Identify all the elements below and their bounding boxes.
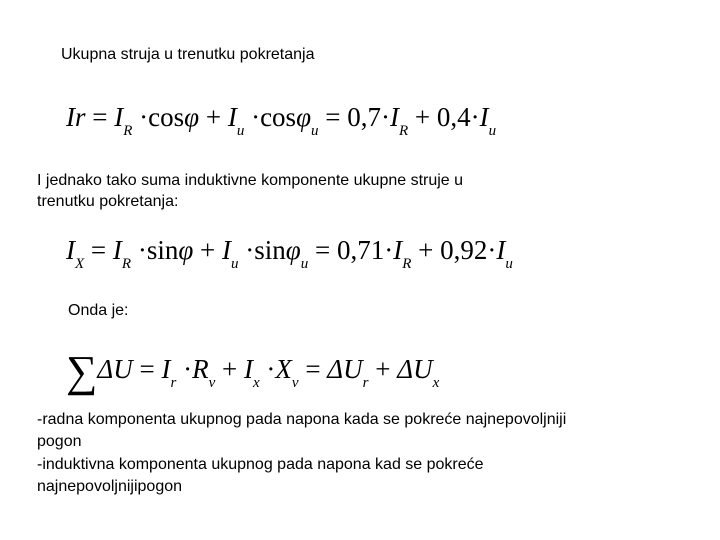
heading-starting-current: Ukupna struja u trenutku pokretanja [61,46,315,63]
eq1-equals2: = [325,102,341,132]
eq2-coef1: 0,71 [336,235,385,265]
eq2-equals2: = [314,235,331,265]
eq1-dot1: · [139,102,149,132]
eq3-sigma: ∑ [66,347,98,396]
eq1-cos2: cos [260,102,297,132]
eq2-term3-sub: R [402,256,412,272]
eq2-sin1: sin [146,235,179,265]
eq2-term2-sub: u [231,256,239,272]
eq2-sin2: sin [254,235,286,265]
eq1-phi2: φ [296,102,312,132]
eq3-delta-u: ΔU [97,354,133,384]
eq2-term1-sub: R [121,256,132,272]
eq1-phi2-sub: u [311,123,319,139]
eq2-term4-sub: u [505,256,513,272]
eq1-dot2: · [251,102,261,132]
eq2-dot2: · [245,235,255,265]
eq3-term4-sub: v [291,375,299,391]
eq1-dot4: · [470,102,480,132]
eq2-phi2-sub: u [300,256,309,272]
eq1-term2: I [227,102,237,132]
eq3-term5-sub: r [362,375,369,391]
eq1-term1: I [114,102,124,132]
eq3-plus1: + [221,354,238,384]
eq1-term2-sub: u [236,123,245,139]
eq3-term6-sub: x [432,375,440,391]
eq1-term4: I [479,102,489,132]
explanation-line4: najnepovoljnijipogon [37,478,183,495]
eq3-term1-sub: r [170,375,177,391]
eq3-term2-sub: v [208,375,216,391]
eq1-plus1: + [205,102,222,132]
eq2-term3: I [393,235,403,265]
eq3-equals2: = [305,354,321,384]
eq2-lhs-sub: X [75,256,85,272]
eq1-phi1: φ [184,102,200,132]
explanation-line1: -radna komponenta ukupnog pada napona kada se pokreće najnepovoljniji [37,411,567,428]
eq1-equals: = [92,102,108,132]
eq2-lhs: I [66,235,75,265]
eq2-term1: I [112,235,122,265]
eq2-term4: I [496,235,506,265]
eq3-equals: = [139,354,155,384]
eq2-phi1: φ [178,235,194,265]
eq3-term3: I [243,354,253,384]
eq1-term3: I [390,102,399,132]
eq1-term3-sub: R [399,123,409,139]
eq2-dot1: · [137,235,147,265]
eq3-term5: ΔU [327,354,363,384]
eq1-dot3: · [381,102,390,132]
eq3-term4: X [275,354,292,384]
eq1-term4-sub: u [488,123,497,139]
eq1-lhs: Ir [66,102,86,132]
eq1-term1-sub: R [123,123,133,139]
explanation-line2: pogon [37,433,82,450]
equation-voltage-drop [66,347,440,396]
eq2-dot4: · [487,235,497,265]
equation-active-current [66,102,497,139]
eq1-cos1: cos [148,102,185,132]
eq2-dot3: · [384,235,394,265]
eq3-term1: I [161,354,171,384]
eq2-plus2: + [418,235,434,265]
paragraph-inductive-current-line1: I jednako tako suma induktivne komponente ukupne struje u [37,172,464,189]
eq2-plus1: + [200,235,216,265]
eq1-plus2: + [414,102,431,132]
explanation-line3: -induktivna komponenta ukupnog pada napona kad se pokreće [37,456,484,473]
paragraph-inductive-current-line2: trenutku pokretanja: [37,193,179,210]
eq3-dot2: · [266,354,276,384]
eq1-coef1: 0,7 [347,102,381,132]
equation-inductive-current [66,235,513,272]
eq1-coef2: 0,4 [436,102,471,132]
eq3-plus2: + [375,354,391,384]
eq2-equals: = [90,235,107,265]
eq3-term2: R [192,354,209,384]
eq2-phi2: φ [285,235,301,265]
eq3-term6: ΔU [397,354,433,384]
eq2-coef2: 0,92 [440,235,488,265]
eq2-term2: I [222,235,232,265]
text-onda-je: Onda je: [68,302,129,319]
eq3-dot1: · [183,354,193,384]
eq3-term3-sub: x [252,375,260,391]
